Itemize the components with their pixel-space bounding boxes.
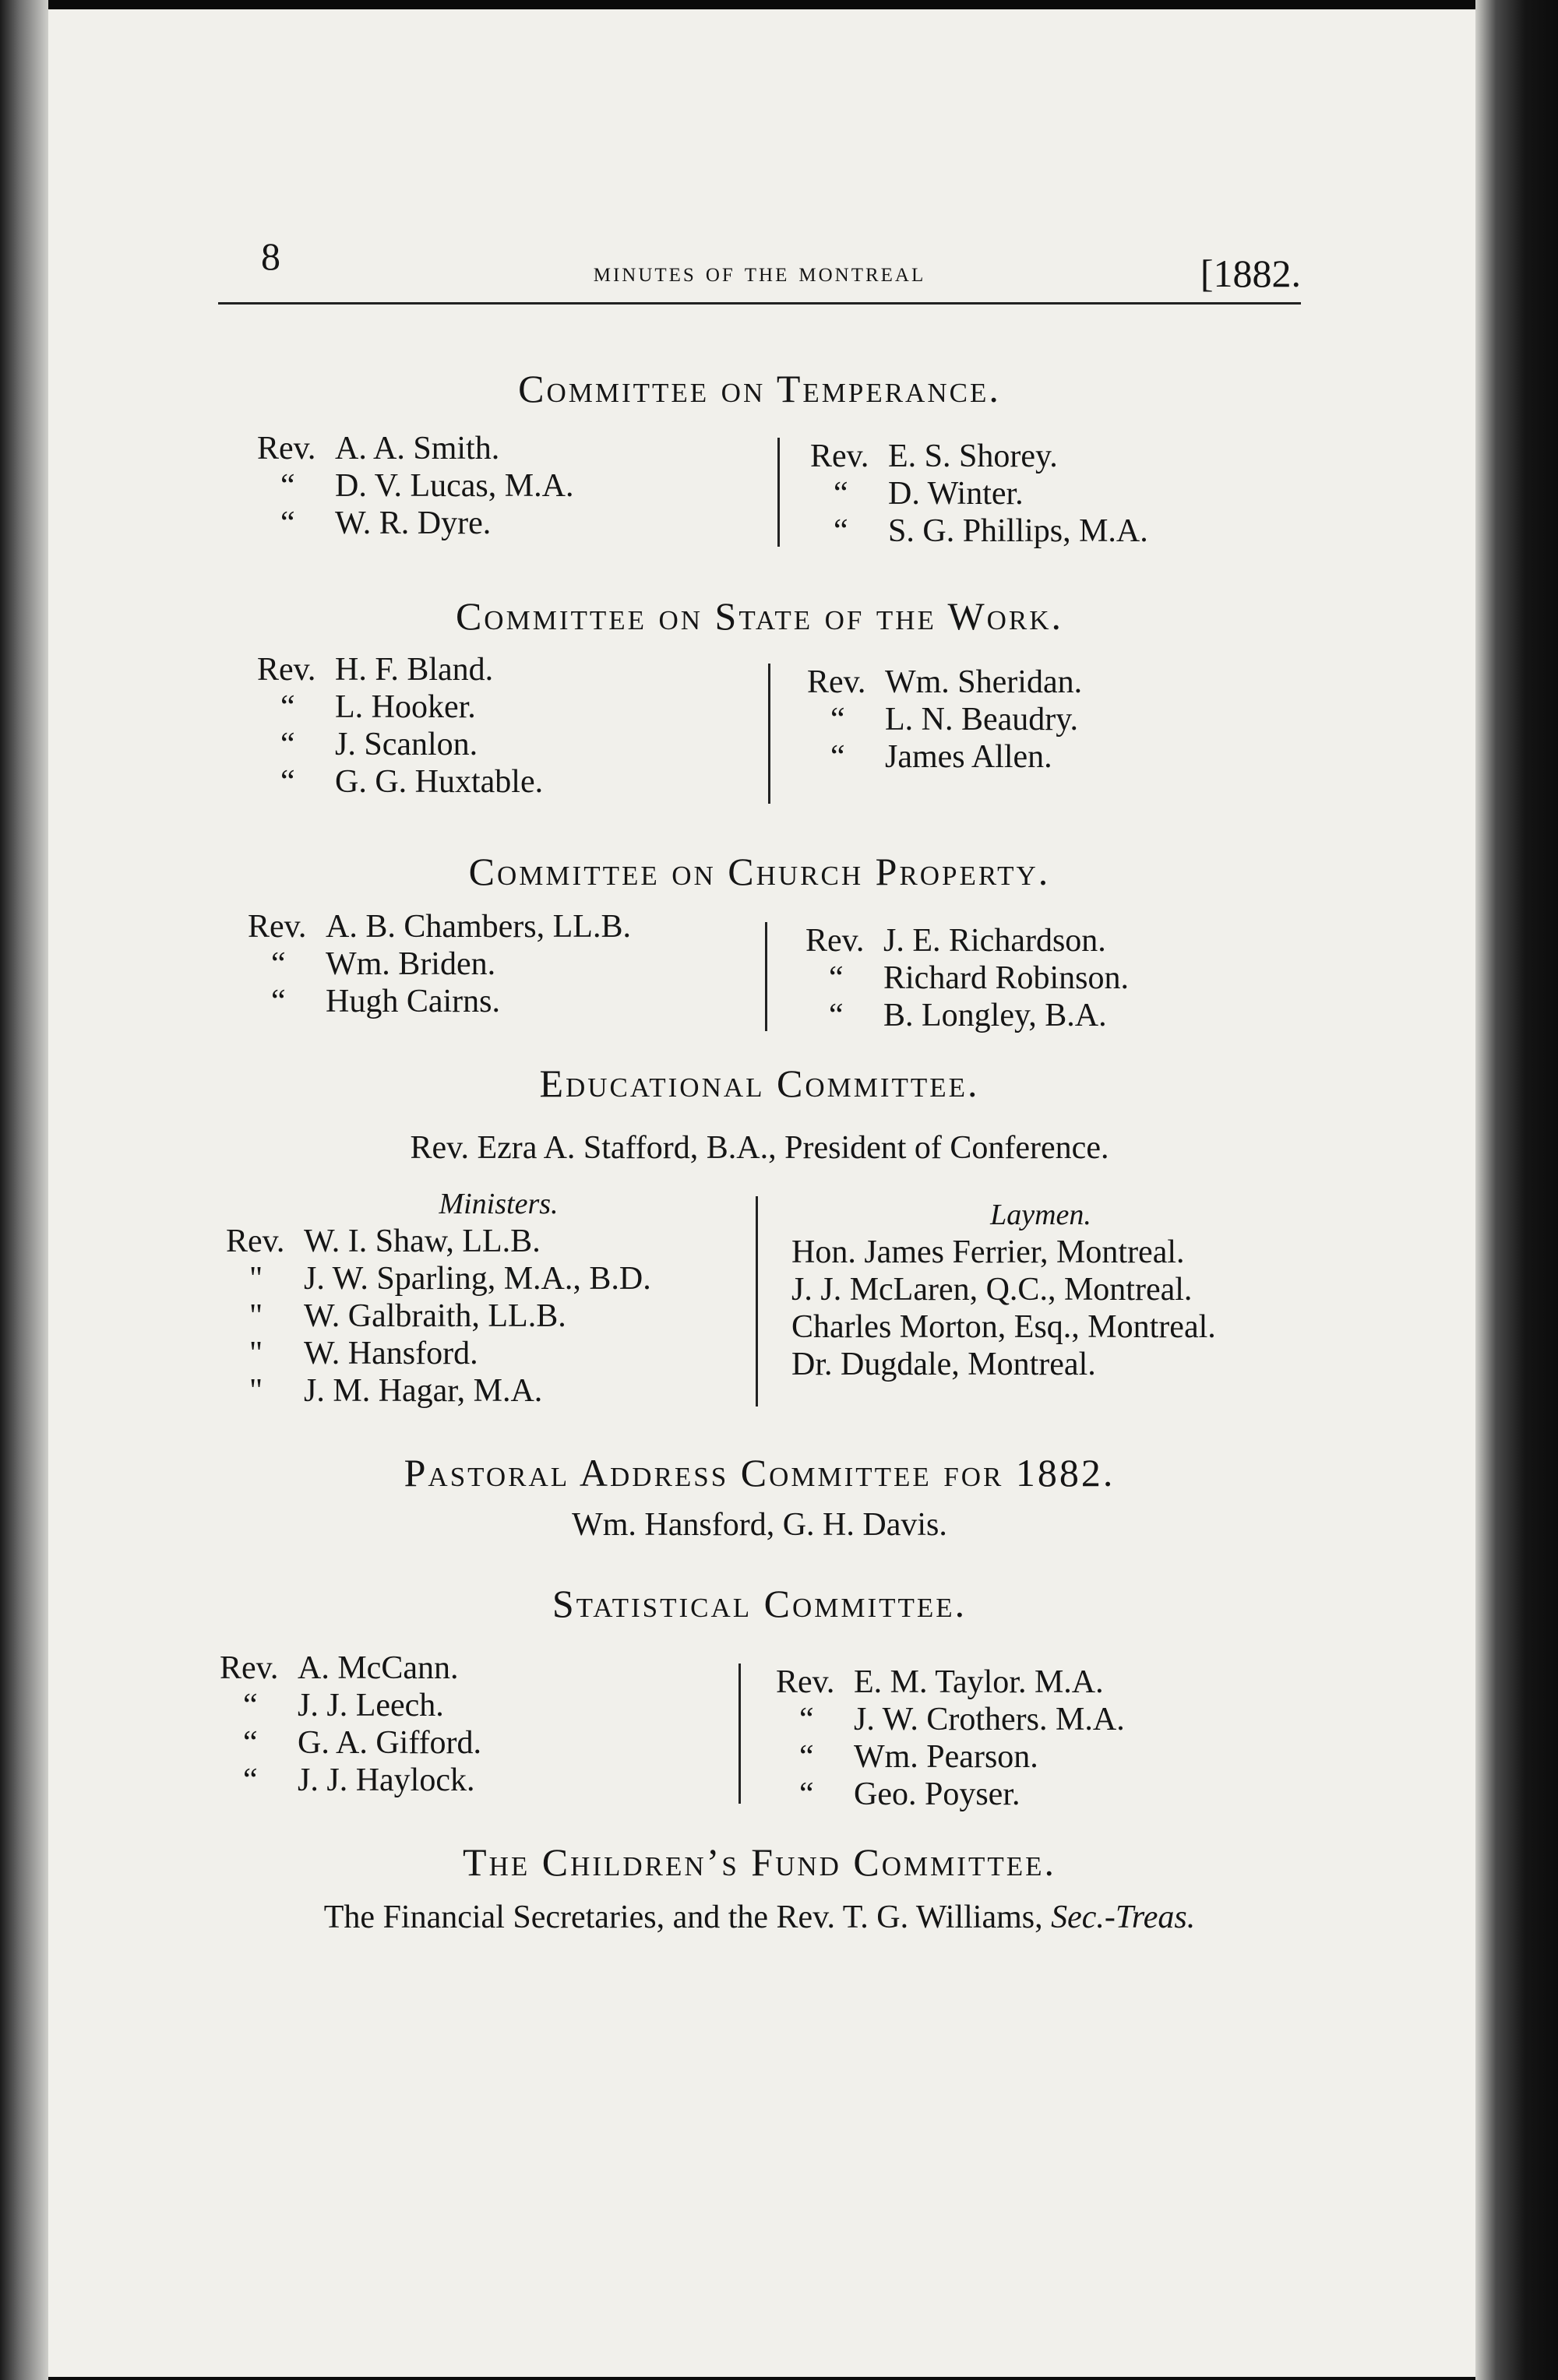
list-item: “ D. Winter. [834, 476, 1024, 512]
list-item: “ W. R. Dyre. [280, 505, 492, 541]
list-item: Rev. A. A. Smith. [257, 431, 500, 466]
temperance-left-list [257, 430, 573, 542]
column-divider [777, 438, 780, 547]
page-right-edge [1475, 0, 1558, 2380]
column-divider [756, 1196, 758, 1407]
page-header [218, 234, 1301, 304]
list-item: Rev. E. S. Shorey. [810, 438, 1058, 474]
state-of-work-right-list [807, 664, 1082, 776]
laymen-list [791, 1196, 1290, 1383]
ministers-list [226, 1185, 756, 1410]
list-item: “ Richard Robinson. [829, 960, 1129, 996]
page-left-edge [0, 0, 48, 2380]
statistical-left-list [220, 1649, 481, 1799]
list-item: “ J. J. Leech. [243, 1688, 444, 1723]
list-item: Rev. E. M. Taylor. M.A. [776, 1664, 1104, 1700]
list-item: “ L. N. Beaudry. [830, 702, 1079, 738]
list-item: Rev. H. F. Bland. [257, 652, 494, 688]
childrens-fund-sec-treas: Sec.-Treas. [1051, 1899, 1196, 1935]
statistical-right-list [776, 1664, 1125, 1813]
list-item: “ Hugh Cairns. [271, 984, 500, 1019]
list-item: Rev. J. E. Richardson. [805, 923, 1106, 959]
educational-heading: Educational Committee. [539, 1061, 980, 1105]
list-item: “ Wm. Briden. [271, 946, 496, 982]
list-item: Hon. James Ferrier, Montreal. [791, 1234, 1185, 1270]
list-item: “ J. W. Crothers. M.A. [799, 1702, 1125, 1737]
list-item: " J. W. Sparling, M.A., B.D. [249, 1261, 651, 1297]
pastoral-heading: Pastoral Address Committee for 1882. [404, 1451, 1116, 1495]
state-of-work-heading: Committee on State of the Work. [455, 594, 1064, 638]
ministers-label: Ministers. [439, 1188, 559, 1220]
list-item: “ B. Longley, B.A. [829, 998, 1107, 1033]
childrens-fund-heading: The Children’s Fund Committee. [463, 1840, 1056, 1884]
list-item: Rev. Wm. Sheridan. [807, 664, 1083, 700]
list-item: “ J. Scanlon. [280, 727, 478, 762]
column-divider [738, 1664, 741, 1804]
list-item: " W. Galbraith, LL.B. [249, 1298, 566, 1334]
list-item: “ James Allen. [830, 739, 1052, 775]
header-year: [1882. [1200, 252, 1301, 295]
list-item: Dr. Dugdale, Montreal. [791, 1347, 1096, 1382]
list-item: “ L. Hooker. [280, 689, 476, 725]
page-number: 8 [261, 234, 280, 278]
column-divider [765, 922, 767, 1031]
running-title: minutes of the montreal [593, 256, 926, 287]
list-item: “ Wm. Pearson. [799, 1739, 1038, 1775]
childrens-fund-text: The Financial Secretaries, and the Rev. T. G. Williams, [323, 1899, 1043, 1935]
list-item: Rev. W. I. Shaw, LL.B. [226, 1223, 541, 1259]
list-item: J. J. McLaren, Q.C., Montreal. [791, 1272, 1193, 1308]
header-rule [218, 302, 1301, 305]
church-property-heading: Committee on Church Property. [468, 850, 1051, 893]
state-of-work-left-list [257, 651, 543, 801]
educational-president-line: Rev. Ezra A. Stafford, B.A., President of Conference. [410, 1130, 1109, 1166]
list-item: " J. M. Hagar, M.A. [249, 1373, 543, 1409]
list-item: “ G. G. Huxtable. [280, 764, 544, 800]
pastoral-members: Wm. Hansford, G. H. Davis. [572, 1507, 947, 1543]
list-item: “ D. V. Lucas, M.A. [280, 468, 574, 504]
church-property-right-list [805, 922, 1129, 1034]
list-item: “ J. J. Haylock. [243, 1762, 475, 1798]
childrens-fund-line [156, 1899, 1363, 1936]
list-item: Rev. A. McCann. [220, 1650, 459, 1686]
statistical-heading: Statistical Committee. [552, 1582, 968, 1625]
list-item: “ G. A. Gifford. [243, 1725, 482, 1761]
temperance-right-list [810, 438, 1148, 550]
church-property-left-list [248, 908, 631, 1020]
list-item: " W. Hansford. [249, 1336, 478, 1371]
list-item: Rev. A. B. Chambers, LL.B. [248, 909, 631, 945]
column-divider [768, 664, 770, 804]
temperance-heading: Committee on Temperance. [518, 367, 1001, 410]
list-item: “ Geo. Poyser. [799, 1776, 1020, 1812]
list-item: Charles Morton, Esq., Montreal. [791, 1309, 1216, 1345]
list-item: “ S. G. Phillips, M.A. [834, 513, 1148, 549]
laymen-label: Laymen. [990, 1199, 1091, 1231]
